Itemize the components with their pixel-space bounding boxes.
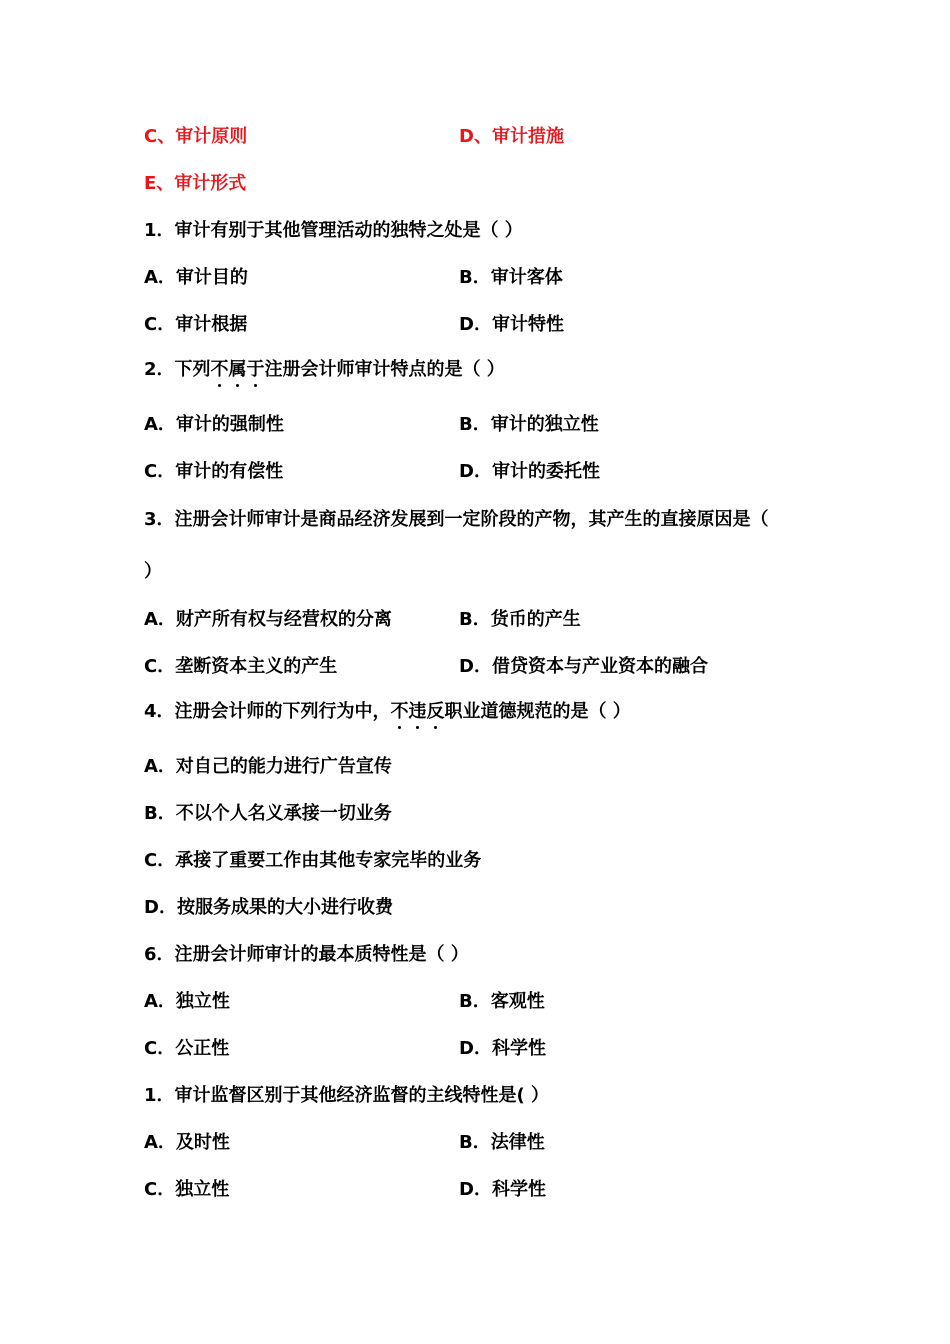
emphasis-char: 反 — [426, 701, 445, 722]
question-3-option-b: B．货币的产生 — [459, 609, 581, 630]
question-6-option-a: A．独立性 — [144, 991, 230, 1012]
question-1-option-b: B．审计客体 — [459, 267, 563, 288]
option-e-intro: E、审计形式 — [144, 173, 247, 194]
question-1-option-c: C．审计根据 — [144, 314, 248, 335]
question-3-stem: 3．注册会计师审计是商品经济发展到一定阶段的产物，其产生的直接原因是（ — [144, 509, 769, 530]
emphasis-char: 不 — [210, 359, 229, 380]
question-2-option-a: A．审计的强制性 — [144, 414, 284, 435]
emphasis-char: 属 — [228, 359, 247, 380]
question-7-option-d: D．科学性 — [459, 1179, 546, 1200]
question-4-stem — [144, 701, 631, 723]
question-7-stem: 1．审计监督区别于其他经济监督的主线特性是( ） — [144, 1085, 550, 1106]
question-3-option-c: C．垄断资本主义的产生 — [144, 656, 338, 677]
emphasis-char: 于 — [246, 359, 265, 380]
question-6-option-b: B．客观性 — [459, 991, 545, 1012]
emphasis-char: 违 — [408, 701, 427, 722]
question-1-option-a: A．审计目的 — [144, 267, 248, 288]
question-4-rest: 职业道德规范的是（ ） — [444, 701, 631, 722]
option-d-intro: D、审计措施 — [459, 126, 564, 147]
question-2-number: 2．下列 — [144, 359, 211, 380]
question-2-stem — [144, 359, 505, 381]
question-4-number: 4．注册会计师的下列行为中， — [144, 701, 391, 722]
question-2-rest: 注册会计师审计特点的是（ ） — [264, 359, 505, 380]
question-1-stem: 1．审计有别于其他管理活动的独特之处是（ ） — [144, 220, 523, 241]
question-3-option-d: D．借贷资本与产业资本的融合 — [459, 656, 708, 677]
question-6-option-d: D．科学性 — [459, 1038, 546, 1059]
question-7-option-b: B．法律性 — [459, 1132, 545, 1153]
question-3-option-a: A．财产所有权与经营权的分离 — [144, 609, 392, 630]
question-2-option-b: B．审计的独立性 — [459, 414, 599, 435]
question-7-option-c: C．独立性 — [144, 1179, 230, 1200]
question-6-option-c: C．公正性 — [144, 1038, 230, 1059]
question-4-option-c: C．承接了重要工作由其他专家完毕的业务 — [144, 850, 482, 871]
question-2-option-d: D．审计的委托性 — [459, 461, 600, 482]
emphasis-char: 不 — [390, 701, 409, 722]
question-2-option-c: C．审计的有偿性 — [144, 461, 284, 482]
question-4-option-d: D．按服务成果的大小进行收费 — [144, 897, 393, 918]
question-6-stem: 6．注册会计师审计的最本质特性是（ ） — [144, 944, 469, 965]
question-7-option-a: A．及时性 — [144, 1132, 230, 1153]
question-3-stem-continued: ） — [144, 561, 162, 582]
option-c-intro: C、审计原则 — [144, 126, 248, 147]
question-1-option-d: D．审计特性 — [459, 314, 564, 335]
question-4-option-b: B．不以个人名义承接一切业务 — [144, 803, 392, 824]
question-4-option-a: A．对自己的能力进行广告宣传 — [144, 756, 392, 777]
